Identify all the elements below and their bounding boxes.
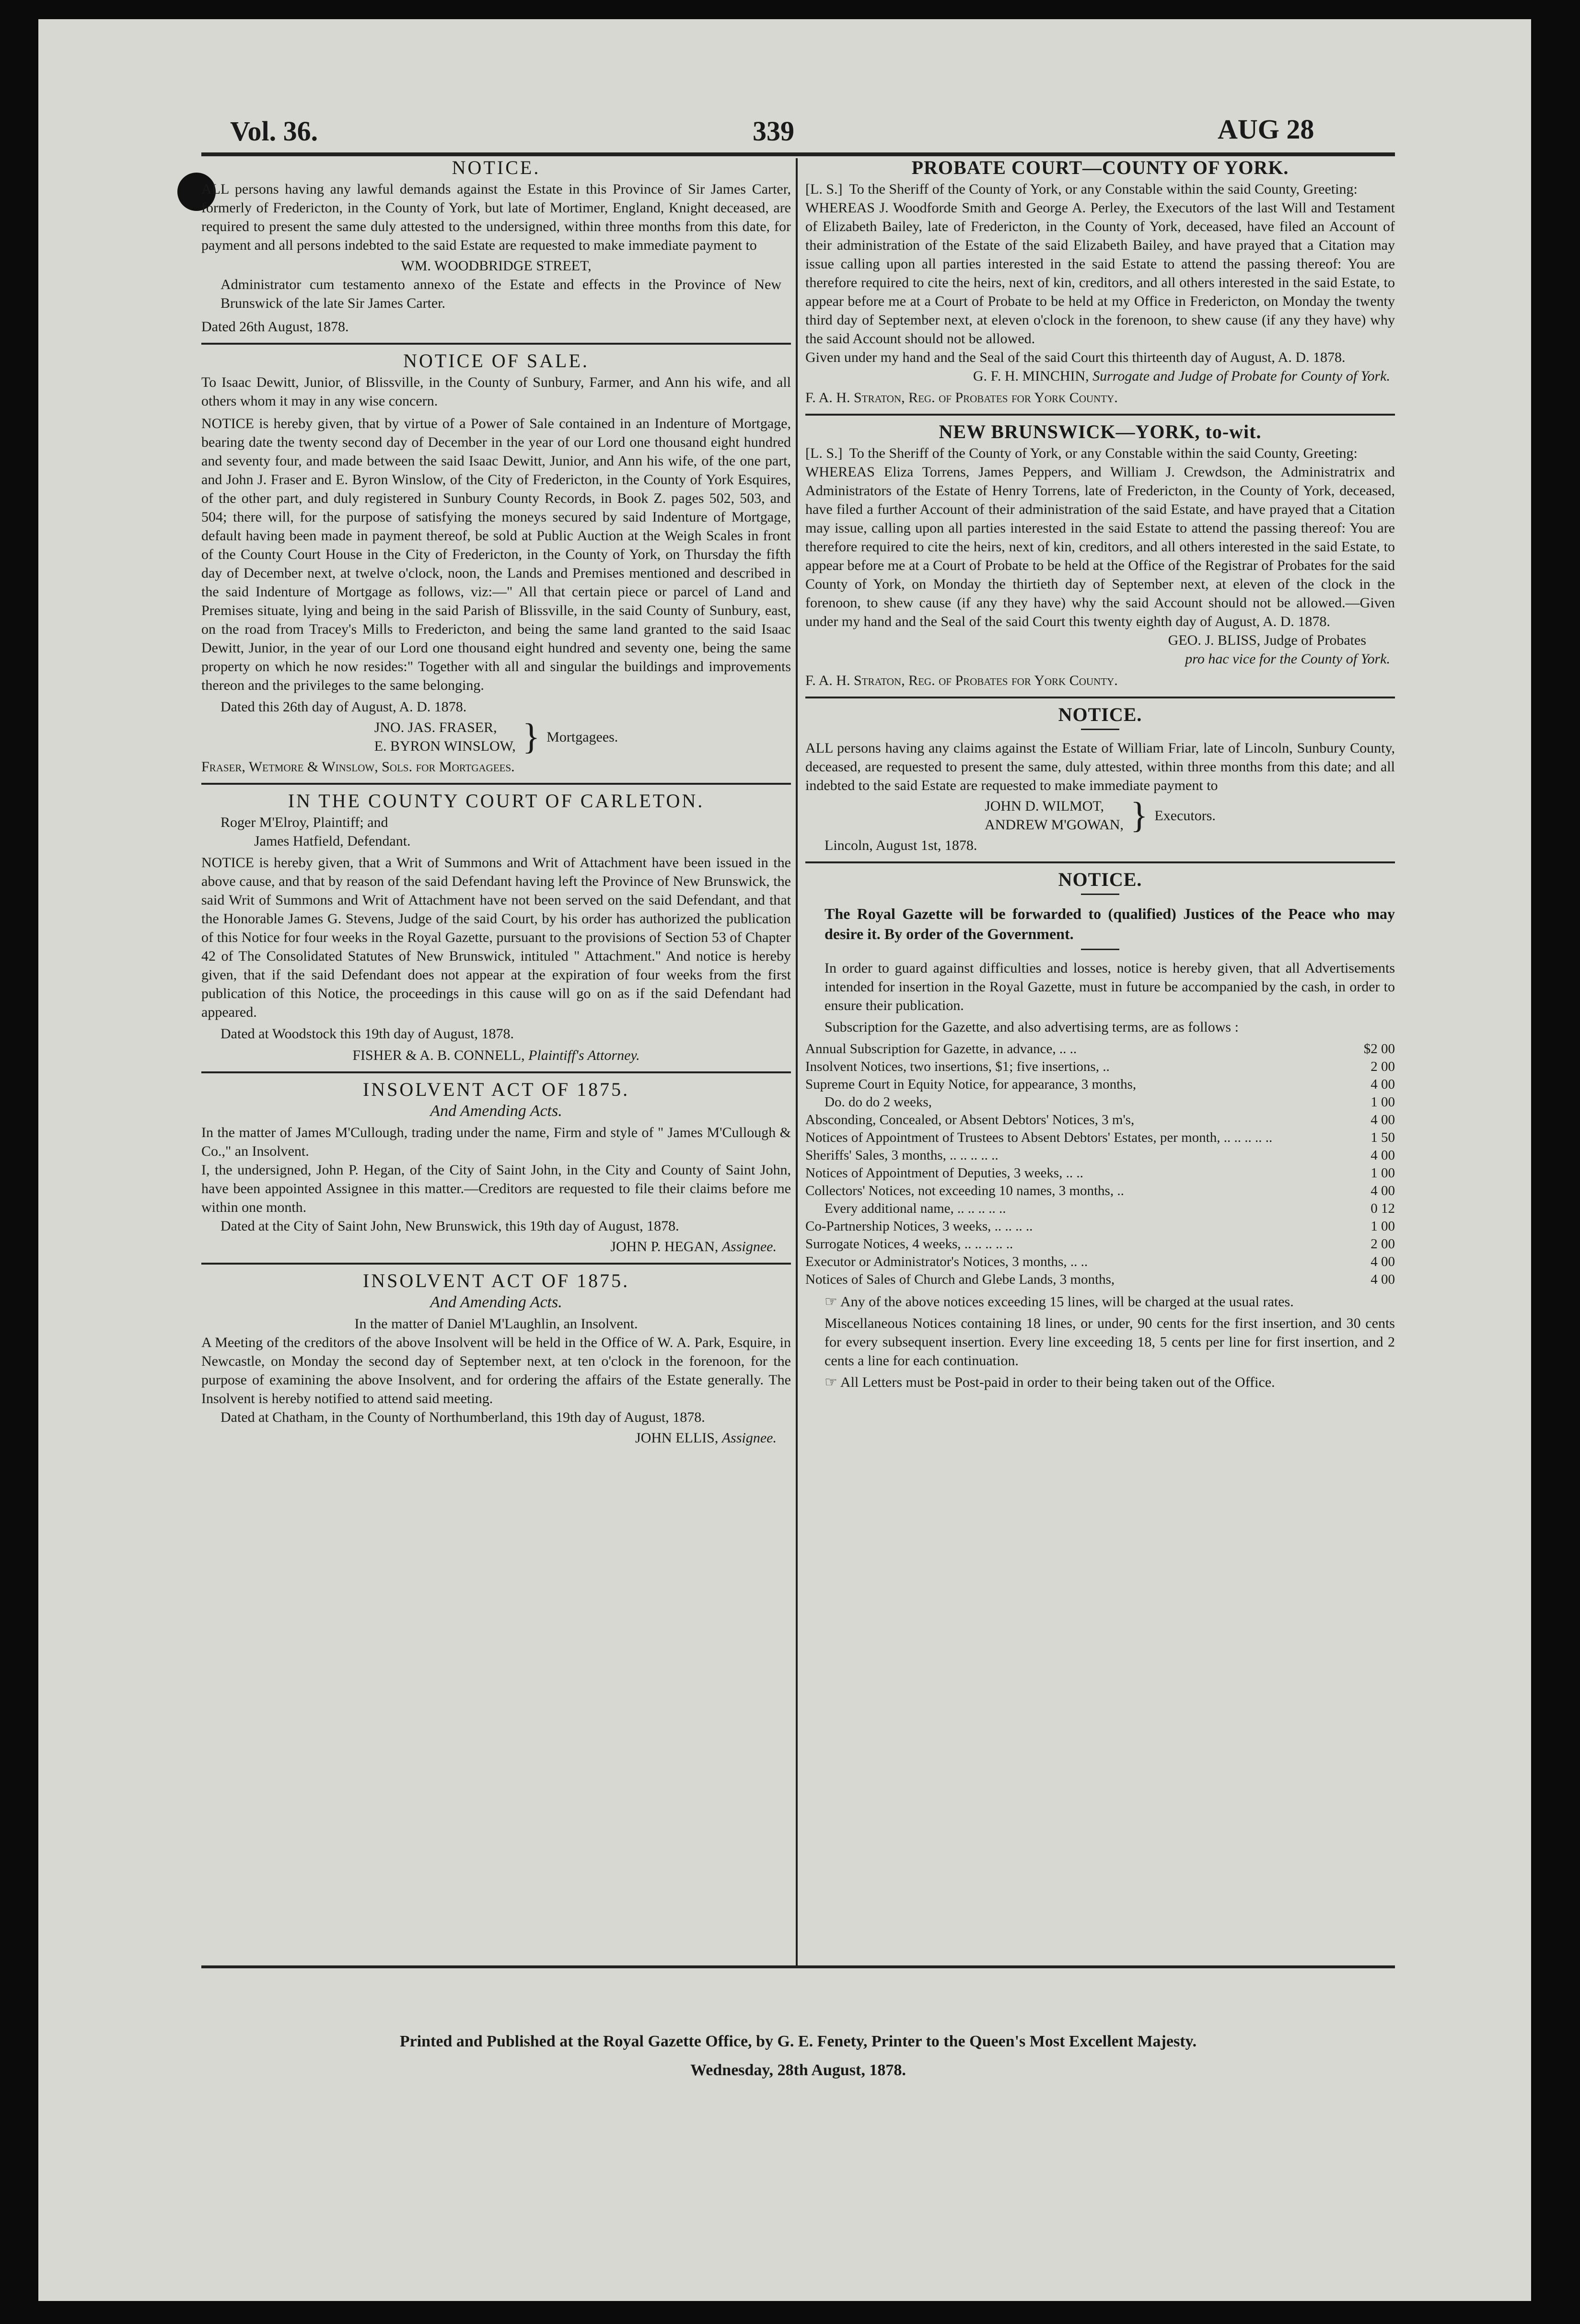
imprint-line: Printed and Published at the Royal Gazette Office, by G. E. Fenety, Printer to the Queen's Most Excellent Majesty. — [399, 2033, 1197, 2050]
short-rule — [1081, 894, 1119, 895]
carleton-signer: FISHER & A. B. CONNELL, — [352, 1047, 525, 1063]
rate-row — [805, 1058, 1395, 1076]
rate-row — [805, 1218, 1395, 1235]
probate-body: WHEREAS Eliza Torrens, James Peppers, and William J. Crewdson, the Administratrix and Administrators of the Estate of Henry Torrens, late of Fredericton, in the County of York, deceased, have filed a further Account of their administration of the said Estate, and have prayed that a Citation may issue, calling upon all parties interested in the said Estate to attend the passing thereof: You are therefore required to cite the heirs, next of kin, creditors, and all others interested in the said Estate, to appear before me at a Court of Probate to be held at the Office of the Registrar of Probates for the said County of York, on Monday the thirtieth day of September next, at eleven of the clock in the forenoon, to shew cause (if any they have) why the said Account should not be allowed.—Given under my hand and the Seal of the said Court this twenty eighth day of August, A. D. 1878. — [805, 464, 1395, 629]
insolvent-signer-role: Assignee. — [721, 1239, 777, 1255]
rate-row — [805, 1129, 1395, 1147]
gazette-para-cash: In order to guard against difficulties and losses, notice is hereby given, that all Advertisements intended for insertion in the Royal Gazette, must in future be accompanied by the cash, in order to ensure their publication. — [825, 960, 1395, 1013]
probate-judge-role: pro hac vice for the County of York. — [1185, 651, 1390, 667]
rate-description: Surrogate Notices, 4 weeks, .. .. .. .. .. — [805, 1236, 1013, 1252]
sale-solicitors: Fraser, Wetmore & Winslow, Sols. for Mortgagees. — [201, 759, 515, 775]
rate-description: Supreme Court in Equity Notice, for appearance, 3 months, — [805, 1077, 1137, 1092]
separator-rule — [805, 697, 1395, 698]
rate-description: Do. do do 2 weeks, — [825, 1094, 932, 1110]
short-rule — [1081, 949, 1119, 950]
rate-amount: 1 00 — [1371, 1165, 1395, 1181]
separator-rule — [201, 1263, 791, 1265]
carleton-signer-role: Plaintiff's Attorney. — [528, 1047, 640, 1063]
pointing-hand-icon: ☞ — [825, 1374, 837, 1390]
rate-description: Sheriffs' Sales, 3 months, .. .. .. .. .. — [805, 1148, 999, 1163]
rate-row — [805, 1076, 1395, 1093]
sale-address: To Isaac Dewitt, Junior, of Blissville, in the County of Sunbury, Farmer, and Ann his wife, and all others whom it may in any wise concern. — [201, 374, 791, 409]
rate-amount: 1 00 — [1371, 1219, 1395, 1234]
notice-signer-role: Administrator cum testamento annexo of the Estate and effects in the Province of New Brunswick of the late Sir James Carter. — [221, 277, 781, 311]
notice-subheading: And Amending Acts. — [430, 1293, 562, 1311]
rate-row — [805, 1200, 1395, 1218]
rate-amount: 4 00 — [1371, 1112, 1395, 1127]
notice-heading: IN THE COUNTY COURT OF CARLETON. — [288, 790, 705, 812]
notice-heading: NOTICE. — [452, 157, 541, 178]
notice-signer: WM. WOODBRIDGE STREET, — [401, 258, 592, 274]
sale-signers-role: Mortgagees. — [546, 729, 618, 745]
rate-amount: 4 00 — [1371, 1272, 1395, 1287]
separator-rule — [201, 783, 791, 785]
insolvent-signer: JOHN ELLIS, — [635, 1430, 719, 1446]
notice-subheading: And Amending Acts. — [430, 1102, 562, 1120]
separator-rule — [805, 414, 1395, 416]
rate-row — [805, 1271, 1395, 1289]
rate-amount: 2 00 — [1371, 1236, 1395, 1252]
rate-row — [805, 1235, 1395, 1253]
sale-body: NOTICE is hereby given, that by virtue of a Power of Sale contained in an Indenture of Mortgage, bearing date the twenty second day of December in the year of our Lord one thousand eight hundred and seventy four, and made between the said Isaac Dewitt, Junior, and Ann his wife, of the one part, and John J. Fraser and E. Byron Winslow, of the City of Fredericton, in the County of York Esquires, of the other part, and duly registered in Sunbury County Records, in Book Z. pages 502, 503, and 504; there will, for the purpose of satisfying the moneys secured by said Indenture of Mortgage, default having been made in payment thereof, be sold at Public Auction at the Weigh Scales in front of the County Court House in the City of Fredericton, in the County of York, on Thursday the fifth day of December next, at twelve o'clock, noon, the Lands and Premises mentioned and described in the said Indenture of Mortgage as follows, viz:—" All that certain piece or parcel of Land and Premises situate, lying and being in the said Parish of Blissville, in the said County of Sunbury, east, on the road from Tracey's Mills to Fredericton, and being the same land granted to the said Isaac Dewitt, Junior, in the year of our Lord one thousand eight hundred and seventy one, being the same property on which he now resides:" Together with all and singular the buildings and improvements thereon and the privileges to the same belonging. — [201, 416, 791, 693]
rate-row — [805, 1040, 1395, 1058]
brace-glyph: } — [1130, 795, 1148, 836]
rate-row — [805, 1147, 1395, 1164]
notice-gazette-terms — [805, 870, 1395, 1392]
friar-signers-role: Executors. — [1154, 807, 1216, 824]
rate-description: Collectors' Notices, not exceeding 10 names, 3 months, .. — [805, 1183, 1124, 1198]
rate-amount: 4 00 — [1371, 1254, 1395, 1269]
notice-heading: NOTICE. — [1058, 869, 1142, 890]
notice-carter-estate — [201, 158, 791, 336]
rate-description: Notices of Appointment of Deputies, 3 weeks, .. .. — [805, 1165, 1083, 1181]
left-column — [201, 158, 791, 2060]
rates-table — [805, 1040, 1395, 1289]
notice-probate-bailey — [805, 158, 1395, 407]
probate-body: WHEREAS J. Woodforde Smith and George A. Perley, the Executors of the last Will and Testament of Elizabeth Bailey, late of Fredericton, in the County of York, deceased, have filed an Account of their administration of the Estate of the said Elizabeth Bailey, and have prayed that a Citation may issue calling upon all parties interested in the said Estate to attend the passing thereof: You are therefore required to cite the heirs, next of kin, creditors, and all others interested in the said Estate, to appear before me at a Court of Probate to be held at my Office in Fredericton, on Monday the twenty third day of September next, at eleven o'clock in the forenoon, to shew cause (if any they have) why the said Account should not be allowed. — [805, 200, 1395, 347]
separator-rule — [805, 861, 1395, 863]
sale-signers — [201, 718, 791, 755]
rate-amount: $2 00 — [1363, 1041, 1395, 1057]
brace-glyph: } — [522, 717, 540, 757]
rate-description: Notices of Sales of Church and Glebe Lands, 3 months, — [805, 1272, 1115, 1287]
notice-friar-estate — [805, 705, 1395, 855]
carleton-dated: Dated at Woodstock this 19th day of August, 1878. — [221, 1026, 514, 1042]
rate-description: Insolvent Notices, two insertions, $1; five insertions, .. — [805, 1059, 1110, 1074]
rate-row — [805, 1182, 1395, 1200]
sale-signer: JNO. JAS. FRASER, — [374, 720, 497, 735]
notice-probate-torrens — [805, 422, 1395, 690]
insolvent-dated: Dated at Chatham, in the County of Northumberland, this 19th day of August, 1878. — [221, 1409, 705, 1425]
friar-body: ALL persons having any claims against the Estate of William Friar, late of Lincoln, Sunbury County, deceased, are requested to present the same, duly attested, within three months from this date; and all indebted to the said Estate are requested to make immediate payment to — [805, 740, 1395, 793]
probate-judge: G. F. H. MINCHIN, — [973, 368, 1089, 384]
column-divider — [796, 158, 798, 1965]
party-defendant: James Hatfield, Defendant. — [254, 833, 411, 849]
notice-county-court-carleton — [201, 791, 791, 1065]
insolvent-matter: In the matter of James M'Cullough, trading under the name, Firm and style of " James M'Cullough & Co.," an Insolvent. — [201, 1125, 791, 1159]
notice-of-sale — [201, 351, 791, 776]
rate-row — [805, 1164, 1395, 1182]
pointing-hand-icon: ☞ — [825, 1294, 837, 1310]
notice-heading: NOTICE. — [1058, 704, 1142, 725]
probate-judge-role: Surrogate and Judge of Probate for County of York. — [1092, 368, 1390, 384]
notice-heading: INSOLVENT ACT OF 1875. — [362, 1270, 630, 1291]
rate-amount: 1 50 — [1371, 1130, 1395, 1145]
probate-address: To the Sheriff of the County of York, or any Constable within the said County, Greeting: — [849, 445, 1358, 461]
rate-amount: 0 12 — [1371, 1201, 1395, 1216]
gazette-para-terms: Subscription for the Gazette, and also advertising terms, are as follows : — [825, 1019, 1239, 1035]
rate-row — [805, 1111, 1395, 1129]
rate-description: Executor or Administrator's Notices, 3 months, .. .. — [805, 1254, 1088, 1269]
notice-insolvent-mclaughlin — [201, 1271, 791, 1447]
insolvent-dated: Dated at the City of Saint John, New Brunswick, this 19th day of August, 1878. — [221, 1218, 679, 1234]
volume-number: Vol. 36. — [230, 116, 318, 147]
notice-heading: INSOLVENT ACT OF 1875. — [362, 1079, 630, 1100]
probate-address: To the Sheriff of the County of York, or any Constable within the said County, Greeting: — [849, 181, 1358, 197]
rate-row — [805, 1253, 1395, 1271]
page-number: 339 — [753, 116, 794, 147]
friar-signers — [805, 797, 1395, 834]
gazette-para-justices: The Royal Gazette will be forwarded to (qualified) Justices of the Peace who may desire it. By order of the Government. — [825, 905, 1395, 942]
masthead-rule — [201, 152, 1395, 156]
sale-dated: Dated this 26th day of August, A. D. 1878. — [221, 699, 467, 715]
insolvent-body: I, the undersigned, John P. Hegan, of the City of Saint John, in the City and County of Saint John, have been appointed Assignee in this matter.—Creditors are requested to file their claims before me within one month. — [201, 1162, 791, 1215]
separator-rule — [201, 343, 791, 345]
right-column — [805, 158, 1395, 2060]
probate-given: Given under my hand and the Seal of the said Court this thirteenth day of August, A. D. 1878. — [805, 349, 1346, 365]
gazette-note-lines: Any of the above notices exceeding 15 lines, will be charged at the usual rates. — [840, 1294, 1294, 1310]
rate-description: Notices of Appointment of Trustees to Absent Debtors' Estates, per month, .. .. .. .. .. — [805, 1130, 1273, 1145]
notice-heading: PROBATE COURT—COUNTY OF YORK. — [911, 157, 1289, 178]
insolvent-signer-role: Assignee. — [721, 1430, 777, 1446]
rate-amount: 1 00 — [1371, 1094, 1395, 1110]
notice-heading: NOTICE OF SALE. — [403, 350, 589, 372]
insolvent-body: A Meeting of the creditors of the above Insolvent will be held in the Office of W. A. Park, Esquire, in Newcastle, on Monday the second day of September next, at ten o'clock in the forenoon, for the purpose of examining the above Insolvent, and for ordering the affairs of the Estate generally. The Insolvent is hereby notified to attend said meeting. — [201, 1335, 791, 1406]
rate-description: Absconding, Concealed, or Absent Debtors' Notices, 3 m's, — [805, 1112, 1135, 1127]
probate-registrar: F. A. H. Straton, Reg. of Probates for York County. — [805, 673, 1118, 688]
imprint-date: Wednesday, 28th August, 1878. — [690, 2061, 906, 2079]
rate-amount: 4 00 — [1371, 1148, 1395, 1163]
carleton-body: NOTICE is hereby given, that a Writ of Summons and Writ of Attachment have been issued in the above cause, and that by reason of the said Defendant having left the Province of New Brunswick, the said Writ of Summons and Writ of Attachment have not been served on the said Defendant, and that the Honorable James G. Stevens, Judge of the said Court, by his order has authorized the publication of this Notice for four weeks in the Royal Gazette, pursuant to the provisions of Section 53 of Chapter 42 of The Consolidated Statutes of New Brunswick, intituled " Attachment." And notice is hereby given, that if the said Defendant does not appear at the expiration of four weeks from the first publication of this Notice, the proceedings in this cause will go on as if the said Defendant had appeared. — [201, 855, 791, 1020]
rate-description: Co-Partnership Notices, 3 weeks, .. .. .. .. — [805, 1219, 1033, 1234]
party-plaintiff: Roger M'Elroy, Plaintiff; and — [221, 814, 388, 830]
rate-amount: 2 00 — [1371, 1059, 1395, 1074]
issue-date: AUG 28 — [1218, 114, 1314, 145]
sale-signer: E. BYRON WINSLOW, — [374, 738, 516, 754]
rate-amount: 4 00 — [1371, 1077, 1395, 1092]
notice-body: ALL persons having any lawful demands against the Estate in this Province of Sir James Carter, formerly of Fredericton, in the County of York, but late of Mortimer, England, Knight deceased, are required to present the same duly attested to the undersigned, within three months from this date, for payment and all persons indebted to the said Estate are requested to make immediate payment to — [201, 181, 791, 253]
friar-signer: JOHN D. WILMOT, — [985, 798, 1104, 814]
rate-amount: 4 00 — [1371, 1183, 1395, 1198]
seal-mark: [L. S.] — [805, 445, 843, 461]
short-rule — [1081, 729, 1119, 730]
insolvent-signer: JOHN P. HEGAN, — [610, 1239, 719, 1255]
rate-description: Annual Subscription for Gazette, in advance, .. .. — [805, 1041, 1077, 1057]
probate-registrar: F. A. H. Straton, Reg. of Probates for York County. — [805, 390, 1118, 406]
insolvent-matter: In the matter of Daniel M'Laughlin, an Insolvent. — [354, 1316, 638, 1332]
gazette-note-letters: All Letters must be Post-paid in order to their being taken out of the Office. — [840, 1374, 1275, 1390]
notice-dated: Dated 26th August, 1878. — [201, 319, 349, 335]
rate-row — [805, 1093, 1395, 1111]
separator-rule — [201, 1071, 791, 1073]
friar-dated: Lincoln, August 1st, 1878. — [825, 837, 977, 853]
seal-mark: [L. S.] — [805, 181, 843, 197]
notice-heading: NEW BRUNSWICK—YORK, to-wit. — [939, 421, 1262, 442]
probate-judge: GEO. J. BLISS, Judge of Probates — [1168, 632, 1366, 648]
rate-description: Every additional name, .. .. .. .. .. — [825, 1201, 1006, 1216]
gazette-para-misc: Miscellaneous Notices containing 18 lines, or under, 90 cents for the first insertion, and 30 cents for every subsequent insertion. Every line exceeding 18, 5 cents per line for first insertion, and 2 cents a line for each continuation. — [825, 1315, 1395, 1369]
notice-insolvent-mccullough — [201, 1080, 791, 1256]
friar-signer: ANDREW M'GOWAN, — [985, 817, 1124, 833]
